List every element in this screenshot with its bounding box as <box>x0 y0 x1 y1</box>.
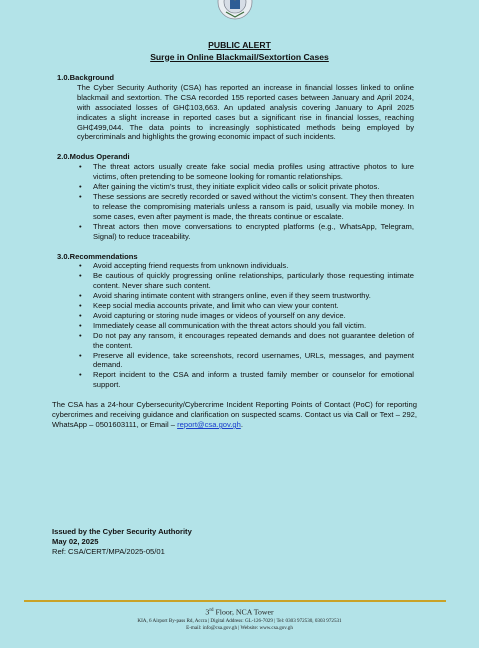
footer-floor: 3rd Floor, NCA Tower <box>205 607 274 617</box>
list-item: • The threat actors usually create fake social media profiles using attractive photos to lure victims, often pretending to be someone looking for romantic relationships. <box>79 162 414 182</box>
footer-web: E-mail: info@csa.gov.gh | Website: www.csa.gov.gh <box>186 625 293 631</box>
coat-of-arms-seal-icon <box>216 0 254 22</box>
alert-subtitle: Surge in Online Blackmail/Sextortion Cases <box>150 51 329 62</box>
modus-operandi-list <box>77 162 414 241</box>
contact-text: The CSA has a 24-hour Cybersecurity/Cybercrime Incident Reporting Points of Contact (PoC) for reporting cybercrimes and receiving guidance and clarification on suspected scams. Contact us via Call or Text – 292, WhatsApp – 0501603111, or Email – <box>52 400 417 429</box>
issued-by: Issued by the Cyber Security Authority <box>52 527 192 536</box>
issued-block <box>52 527 192 557</box>
modus-operandi-heading: 2.0.Modus Operandi <box>57 152 130 162</box>
recommendations-list <box>77 261 414 390</box>
recommendations-heading: 3.0.Recommendations <box>57 251 138 261</box>
list-item: • Preserve all evidence, take screenshots, record usernames, URLs, messages, and payment demand. <box>79 350 414 370</box>
list-item: • These sessions are secretly recorded or saved without the victim’s consent. They then threaten to release the compromising materials unless a ransom is paid, usually via mobile money. In some cases, even after payment is made, the threats continue or escalate. <box>79 191 414 221</box>
list-item: • Avoid capturing or storing nude images or videos of yourself on any device. <box>79 310 346 320</box>
footer-address: KIA, 6 Airport By-pass Rd, Accra | Digital Address: GL-126-7029 | Tel: 0303 972530, 0303 972531 <box>137 617 342 624</box>
footer <box>0 606 479 632</box>
issued-date: May 02, 2025 <box>52 537 99 546</box>
modus-operandi-section <box>57 152 414 241</box>
list-item: • Be cautious of quickly progressing online relationships, particularly those requesting intimate content. Never share such content. <box>79 271 414 291</box>
alert-title: PUBLIC ALERT <box>208 40 271 50</box>
list-item: • Threat actors then move conversations to encrypted platforms (e.g., WhatsApp, Telegram, Signal) to reduce traceability. <box>79 221 414 241</box>
report-email-link[interactable]: report@csa.gov.gh <box>177 420 241 429</box>
list-item: • Do not pay any ransom, it encourages repeated demands and does not guarantee deletion of the content. <box>79 330 414 350</box>
contact-paragraph <box>52 400 417 430</box>
contact-end: . <box>240 420 243 429</box>
background-heading: 1.0.Background <box>57 73 114 82</box>
list-item: • Avoid accepting friend requests from unknown individuals. <box>79 261 289 271</box>
background-text: The Cyber Security Authority (CSA) has reported an increase in financial losses linked to online blackmail and sextortion. The CSA recorded 155 reported cases between January and April 2024, with associated losses of GH₵103,663. An updated analysis covering January to April 2025 indicates a slight increase in reported cases but a significant rise in financial losses, reaching GH₵499,044. The data points to increasingly sophisticated methods being employed by cybercriminals and highlights the growing economic impact of such incidents. <box>77 82 414 142</box>
reference-number: Ref: CSA/CERT/MPA/2025-05/01 <box>52 547 165 556</box>
recommendations-section <box>57 252 414 391</box>
list-item: • Report incident to the CSA and inform a trusted family member or counselor for emotional support. <box>79 370 414 390</box>
background-section <box>57 73 414 142</box>
list-item: • After gaining the victim’s trust, they initiate explicit video calls or solicit private photos. <box>79 182 380 192</box>
list-item: • Avoid sharing intimate content with strangers online, even if they seem trustworthy. <box>79 291 371 301</box>
list-item: • Keep social media accounts private, and limit who can view your content. <box>79 301 339 311</box>
footer-divider <box>24 600 446 602</box>
alert-header <box>0 40 479 63</box>
list-item: • Immediately cease all communication with the threat actors should you fall victim. <box>79 320 367 330</box>
alert-content <box>52 73 417 430</box>
